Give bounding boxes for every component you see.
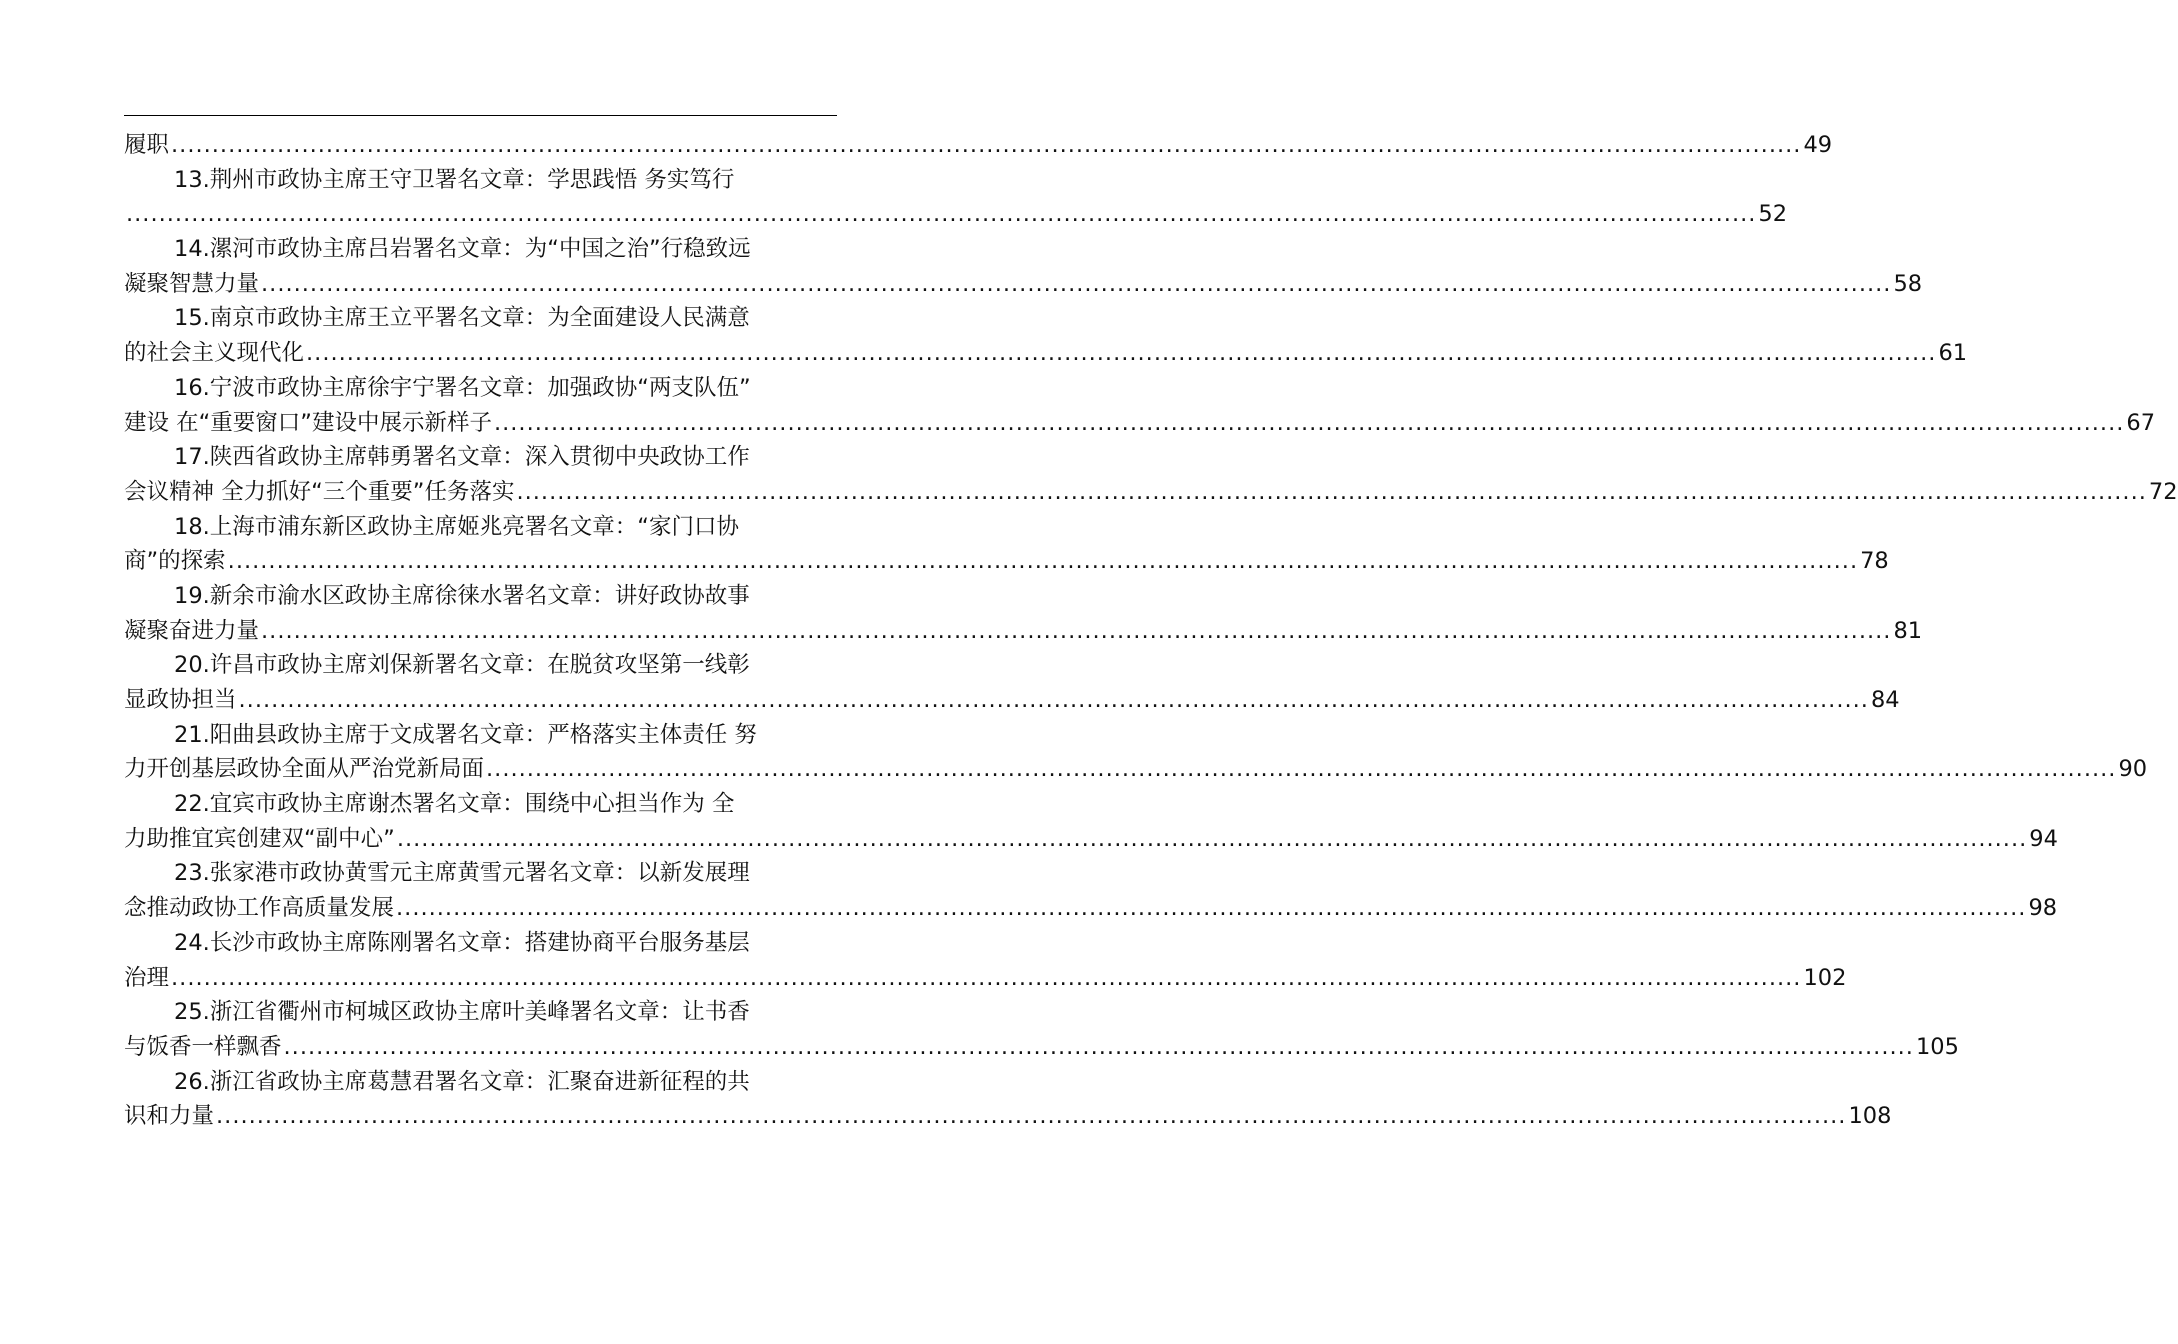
- dot-leader: ........................................................................................................................................................................................................: [396, 895, 2027, 922]
- dot-leader: ........................................................................................................................................................................................................: [306, 340, 1937, 367]
- dot-leader: ........................................................................................................................................................................................................: [171, 132, 1802, 158]
- toc-page-number: 72: [2148, 478, 2178, 505]
- toc-entry-last-line[interactable]: [124, 752, 2148, 787]
- toc-entry-line[interactable]: [124, 371, 837, 406]
- toc-entry-line[interactable]: [124, 301, 837, 336]
- toc-entry-text: 凝聚奋进力量: [124, 617, 260, 644]
- toc-entry-text: 24.长沙市政协主席陈刚署名文章：搭建协商平台服务基层: [174, 929, 750, 956]
- toc-entry-last-line[interactable]: [124, 1030, 1959, 1065]
- toc-entry-text: 商”的探索: [124, 548, 226, 575]
- toc-entry-line[interactable]: [124, 648, 837, 683]
- toc-entry-text: 16.宁波市政协主席徐宇宁署名文章：加强政协“两支队伍”: [174, 374, 751, 401]
- dot-leader: ........................................................................................................................................................................................................: [171, 964, 1802, 991]
- toc-entry-text: 建设 在“重要窗口”建设中展示新样子: [124, 409, 492, 436]
- toc-page-number: 61: [1938, 340, 1968, 367]
- toc-page-number: 67: [2126, 409, 2156, 436]
- toc-entry-text: 履职: [124, 132, 170, 158]
- dot-leader: ........................................................................................................................................................................................................: [261, 270, 1892, 297]
- toc-entry-text: 治理: [124, 964, 170, 991]
- toc-entry-text: 凝聚智慧力量: [124, 270, 260, 297]
- toc-page-number: 108: [1848, 1103, 1892, 1130]
- toc-entry-text: 21.阳曲县政协主席于文成署名文章：严格落实主体责任 努: [174, 721, 757, 748]
- toc-entry-text: 19.新余市渝水区政协主席徐徕水署名文章：讲好政协故事: [174, 582, 750, 609]
- toc-entry-last-line[interactable]: [124, 822, 2058, 857]
- toc-page-number: 52: [1758, 201, 1788, 228]
- dot-leader: ........................................................................................................................................................................................................: [493, 409, 2125, 436]
- toc-entry-text: 14.漯河市政协主席吕岩署名文章：为“中国之治”行稳致远: [174, 236, 751, 263]
- toc-entry-text: 的社会主义现代化: [124, 340, 305, 367]
- toc-entry-last-line[interactable]: [124, 128, 1833, 163]
- toc-entry-text: 力开创基层政协全面从严治党新局面: [124, 756, 485, 783]
- toc-entry-text: 力助推宜宾创建双“副中心”: [124, 825, 395, 852]
- toc-entry-last-line[interactable]: [124, 891, 2058, 926]
- toc-entry-line[interactable]: [124, 926, 837, 961]
- toc-page-number: 84: [1870, 687, 1900, 713]
- dot-leader: ........................................................................................................................................................................................................: [261, 617, 1892, 644]
- toc-entry-text: 念推动政协工作高质量发展: [124, 895, 395, 922]
- toc-page-number: 105: [1915, 1033, 1959, 1060]
- toc-entry-last-line[interactable]: [124, 544, 1889, 579]
- toc-entry-text: 13.荆州市政协主席王守卫署名文章：学思践悟 务实笃行: [174, 166, 735, 193]
- toc-page-number: 90: [2118, 756, 2148, 783]
- toc-entry-text: 20.许昌市政协主席刘保新署名文章：在脱贫攻坚第一线彰: [174, 652, 750, 679]
- toc-entry-last-line[interactable]: [124, 961, 1847, 996]
- header-rule: [124, 115, 837, 116]
- toc-entry-text: 18.上海市浦东新区政协主席姬兆亮署名文章：“家门口协: [174, 513, 739, 540]
- toc-entry-text: 26.浙江省政协主席葛慧君署名文章：汇聚奋进新征程的共: [174, 1068, 750, 1095]
- toc-entry-last-line[interactable]: [124, 267, 1923, 302]
- toc-entry-text: 25.浙江省衢州市柯城区政协主席叶美峰署名文章：让书香: [174, 999, 750, 1026]
- toc-entry-last-line[interactable]: [124, 336, 1968, 371]
- toc-page-number: 49: [1803, 132, 1833, 158]
- toc-entry-text: 识和力量: [124, 1103, 215, 1130]
- toc-page-number: 102: [1803, 964, 1847, 991]
- toc-entry-line[interactable]: [124, 856, 837, 891]
- toc-entry-last-line[interactable]: [124, 406, 2156, 441]
- toc-entry-last-line[interactable]: [124, 683, 1900, 718]
- toc-entry-text: 显政协担当: [124, 687, 237, 713]
- toc-entry-line[interactable]: [124, 163, 837, 198]
- toc-page-number: 81: [1893, 617, 1923, 644]
- toc-entry-text: 23.张家港市政协黄雪元主席黄雪元署名文章：以新发展理: [174, 860, 750, 887]
- toc-entry-last-line[interactable]: [124, 614, 1923, 649]
- toc-entry-line[interactable]: [124, 579, 837, 614]
- toc-entry-text: 17.陕西省政协主席韩勇署名文章：深入贯彻中央政协工作: [174, 444, 750, 471]
- toc-entry-line[interactable]: [124, 232, 837, 267]
- toc-entry-last-line[interactable]: [124, 1099, 1892, 1134]
- dot-leader: ........................................................................................................................................................................................................: [396, 825, 2028, 852]
- toc-entry-line[interactable]: [124, 510, 837, 545]
- toc-entry-text: 会议精神 全力抓好“三个重要”任务落实: [124, 478, 515, 505]
- dot-leader: ........................................................................................................................................................................................................: [216, 1103, 1847, 1130]
- toc-page-number: 58: [1893, 270, 1923, 297]
- toc-entry-line[interactable]: [124, 440, 837, 475]
- toc-entry-line[interactable]: [124, 787, 837, 822]
- toc-entry-text: 与饭香一样飘香: [124, 1033, 282, 1060]
- table-of-contents: [124, 128, 2178, 1134]
- toc-entry-text: 22.宜宾市政协主席谢杰署名文章：围绕中心担当作为 全: [174, 791, 735, 818]
- dot-leader: ........................................................................................................................................................................................................: [238, 687, 1869, 713]
- toc-entry-last-line[interactable]: [124, 475, 2178, 510]
- toc-entry-line[interactable]: [124, 1065, 837, 1100]
- toc-entry-line[interactable]: [124, 718, 837, 753]
- dot-leader: ........................................................................................................................................................................................................: [126, 201, 1757, 228]
- dot-leader: ........................................................................................................................................................................................................: [227, 548, 1859, 575]
- toc-entry-text: 15.南京市政协主席王立平署名文章：为全面建设人民满意: [174, 305, 750, 332]
- toc-page-number: 98: [2028, 895, 2058, 922]
- toc-entry-last-line[interactable]: [124, 197, 1788, 232]
- dot-leader: ........................................................................................................................................................................................................: [486, 756, 2117, 783]
- dot-leader: ........................................................................................................................................................................................................: [283, 1033, 1914, 1060]
- toc-page-number: 94: [2029, 825, 2058, 852]
- dot-leader: ........................................................................................................................................................................................................: [516, 478, 2147, 505]
- toc-entry-line[interactable]: [124, 995, 837, 1030]
- toc-page-number: 78: [1860, 548, 1889, 575]
